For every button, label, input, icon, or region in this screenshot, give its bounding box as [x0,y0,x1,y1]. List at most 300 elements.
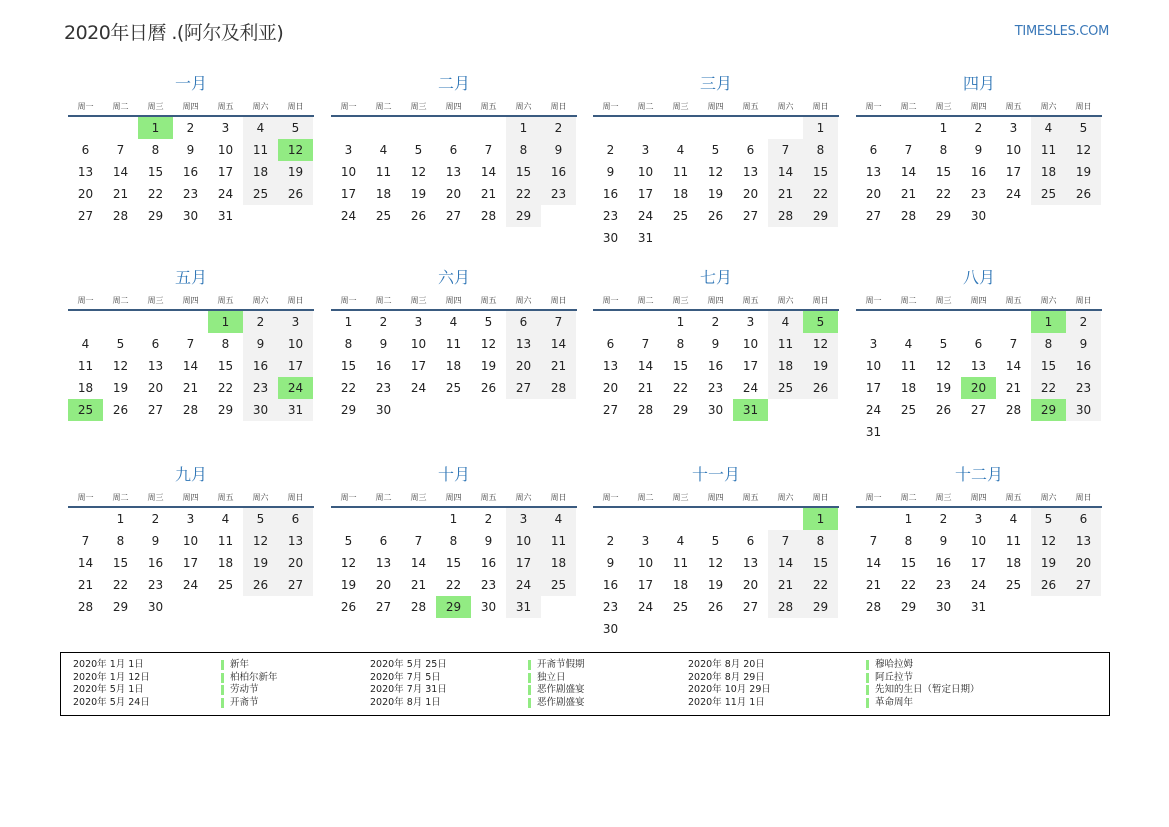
day-cell[interactable]: 24 [637,209,654,223]
day-cell[interactable]: 24 [637,600,654,614]
day-cell[interactable]: 29 [340,403,357,417]
day-cell[interactable]: 30 [707,403,724,417]
day-cell[interactable]: 19 [340,578,357,592]
weekend-day-cell[interactable]: 5 [1031,508,1066,530]
weekend-day-cell[interactable]: 30 [243,399,278,421]
day-cell[interactable]: 5 [939,337,948,351]
weekend-day-cell[interactable]: 6 [1066,508,1101,530]
day-cell[interactable]: 28 [112,209,129,223]
weekend-day-cell[interactable]: 11 [1031,139,1066,161]
day-cell[interactable]: 18 [445,359,462,373]
weekend-day-cell[interactable]: 21 [768,574,803,596]
day-cell[interactable]: 27 [742,209,759,223]
day-cell[interactable]: 29 [935,209,952,223]
day-cell[interactable]: 17 [410,359,427,373]
day-cell[interactable]: 21 [637,381,654,395]
day-cell[interactable]: 13 [865,165,882,179]
weekend-day-cell[interactable]: 28 [768,596,803,618]
weekend-day-cell[interactable]: 11 [541,530,576,552]
day-cell[interactable]: 20 [77,187,94,201]
day-cell[interactable]: 24 [865,403,882,417]
day-cell[interactable]: 3 [746,315,755,329]
day-cell[interactable]: 30 [147,600,164,614]
day-cell[interactable]: 25 [375,209,392,223]
weekend-day-cell[interactable]: 9 [541,139,576,161]
weekend-day-cell[interactable]: 26 [278,183,313,205]
day-cell[interactable]: 6 [869,143,878,157]
day-cell[interactable]: 9 [606,556,615,570]
day-cell[interactable]: 17 [340,187,357,201]
day-cell[interactable]: 16 [707,359,724,373]
weekend-day-cell[interactable]: 20 [278,552,313,574]
weekend-day-cell[interactable]: 28 [768,205,803,227]
weekend-day-cell[interactable]: 23 [541,183,576,205]
day-cell[interactable]: 9 [484,534,493,548]
weekend-day-cell[interactable]: 22 [803,574,838,596]
day-cell[interactable]: 3 [641,143,650,157]
day-cell[interactable]: 27 [375,600,392,614]
weekend-day-cell[interactable]: 22 [1031,377,1066,399]
weekend-day-cell[interactable]: 25 [243,183,278,205]
weekend-day-cell[interactable]: 15 [803,552,838,574]
day-cell[interactable]: 16 [602,578,619,592]
day-cell[interactable]: 9 [974,143,983,157]
day-cell[interactable]: 20 [445,187,462,201]
holiday-day-cell[interactable]: 29 [1031,399,1066,421]
day-cell[interactable]: 11 [900,359,917,373]
day-cell[interactable]: 22 [340,381,357,395]
weekend-day-cell[interactable]: 7 [768,139,803,161]
day-cell[interactable]: 21 [410,578,427,592]
weekend-day-cell[interactable]: 7 [768,530,803,552]
day-cell[interactable]: 5 [711,143,720,157]
day-cell[interactable]: 14 [865,556,882,570]
day-cell[interactable]: 29 [900,600,917,614]
weekend-day-cell[interactable]: 2 [1066,311,1101,333]
weekend-day-cell[interactable]: 11 [243,139,278,161]
day-cell[interactable]: 13 [742,556,759,570]
day-cell[interactable]: 15 [112,556,129,570]
day-cell[interactable]: 10 [865,359,882,373]
day-cell[interactable]: 15 [445,556,462,570]
day-cell[interactable]: 10 [637,165,654,179]
day-cell[interactable]: 2 [974,121,983,135]
day-cell[interactable]: 10 [1005,143,1022,157]
day-cell[interactable]: 6 [449,143,458,157]
weekend-day-cell[interactable]: 19 [1031,552,1066,574]
day-cell[interactable]: 20 [147,381,164,395]
day-cell[interactable]: 28 [900,209,917,223]
day-cell[interactable]: 23 [970,187,987,201]
day-cell[interactable]: 3 [1009,121,1018,135]
holiday-day-cell[interactable]: 1 [1031,311,1066,333]
day-cell[interactable]: 25 [1005,578,1022,592]
day-cell[interactable]: 5 [344,534,353,548]
day-cell[interactable]: 19 [410,187,427,201]
weekend-day-cell[interactable]: 19 [243,552,278,574]
weekend-day-cell[interactable]: 2 [243,311,278,333]
day-cell[interactable]: 8 [116,534,125,548]
day-cell[interactable]: 1 [116,512,125,526]
day-cell[interactable]: 14 [480,165,497,179]
day-cell[interactable]: 31 [217,209,234,223]
weekend-day-cell[interactable]: 16 [541,161,576,183]
day-cell[interactable]: 4 [221,512,230,526]
day-cell[interactable]: 2 [606,534,615,548]
day-cell[interactable]: 9 [711,337,720,351]
day-cell[interactable]: 7 [1009,337,1018,351]
weekend-day-cell[interactable]: 18 [243,161,278,183]
day-cell[interactable]: 19 [112,381,129,395]
day-cell[interactable]: 22 [217,381,234,395]
day-cell[interactable]: 25 [672,209,689,223]
day-cell[interactable]: 27 [147,403,164,417]
day-cell[interactable]: 15 [217,359,234,373]
day-cell[interactable]: 13 [602,359,619,373]
day-cell[interactable]: 11 [1005,534,1022,548]
day-cell[interactable]: 9 [186,143,195,157]
day-cell[interactable]: 30 [182,209,199,223]
weekend-day-cell[interactable]: 25 [541,574,576,596]
day-cell[interactable]: 30 [602,622,619,636]
day-cell[interactable]: 16 [970,165,987,179]
day-cell[interactable]: 29 [217,403,234,417]
day-cell[interactable]: 3 [414,315,423,329]
weekend-day-cell[interactable]: 28 [541,377,576,399]
day-cell[interactable]: 17 [970,556,987,570]
day-cell[interactable]: 7 [414,534,423,548]
day-cell[interactable]: 8 [344,337,353,351]
weekend-day-cell[interactable]: 5 [1066,117,1101,139]
day-cell[interactable]: 10 [182,534,199,548]
day-cell[interactable]: 12 [707,556,724,570]
weekend-day-cell[interactable]: 29 [803,205,838,227]
day-cell[interactable]: 26 [340,600,357,614]
day-cell[interactable]: 22 [147,187,164,201]
weekend-day-cell[interactable]: 14 [768,161,803,183]
weekend-day-cell[interactable]: 24 [506,574,541,596]
holiday-day-cell[interactable]: 29 [436,596,471,618]
day-cell[interactable]: 6 [379,534,388,548]
day-cell[interactable]: 8 [904,534,913,548]
day-cell[interactable]: 1 [344,315,353,329]
day-cell[interactable]: 22 [935,187,952,201]
day-cell[interactable]: 2 [939,512,948,526]
weekend-day-cell[interactable]: 18 [541,552,576,574]
weekend-day-cell[interactable]: 30 [1066,399,1101,421]
day-cell[interactable]: 17 [637,187,654,201]
day-cell[interactable]: 10 [970,534,987,548]
day-cell[interactable]: 16 [602,187,619,201]
day-cell[interactable]: 20 [375,578,392,592]
day-cell[interactable]: 22 [112,578,129,592]
day-cell[interactable]: 15 [340,359,357,373]
day-cell[interactable]: 6 [81,143,90,157]
day-cell[interactable]: 25 [900,403,917,417]
day-cell[interactable]: 13 [970,359,987,373]
day-cell[interactable]: 20 [602,381,619,395]
weekend-day-cell[interactable]: 17 [278,355,313,377]
day-cell[interactable]: 15 [672,359,689,373]
day-cell[interactable]: 4 [81,337,90,351]
day-cell[interactable]: 24 [970,578,987,592]
day-cell[interactable]: 30 [480,600,497,614]
day-cell[interactable]: 24 [410,381,427,395]
day-cell[interactable]: 6 [746,534,755,548]
day-cell[interactable]: 7 [116,143,125,157]
weekend-day-cell[interactable]: 4 [768,311,803,333]
weekend-day-cell[interactable]: 12 [803,333,838,355]
day-cell[interactable]: 18 [900,381,917,395]
day-cell[interactable]: 1 [676,315,685,329]
day-cell[interactable]: 16 [182,165,199,179]
day-cell[interactable]: 11 [672,556,689,570]
weekend-day-cell[interactable]: 4 [243,117,278,139]
day-cell[interactable]: 18 [672,578,689,592]
weekend-day-cell[interactable]: 31 [506,596,541,618]
day-cell[interactable]: 23 [935,578,952,592]
weekend-day-cell[interactable]: 23 [1066,377,1101,399]
weekend-day-cell[interactable]: 21 [541,355,576,377]
weekend-day-cell[interactable]: 15 [506,161,541,183]
day-cell[interactable]: 22 [445,578,462,592]
day-cell[interactable]: 3 [221,121,230,135]
day-cell[interactable]: 14 [1005,359,1022,373]
day-cell[interactable]: 19 [480,359,497,373]
weekend-day-cell[interactable]: 5 [243,508,278,530]
day-cell[interactable]: 1 [449,512,458,526]
weekend-day-cell[interactable]: 1 [506,117,541,139]
day-cell[interactable]: 21 [480,187,497,201]
weekend-day-cell[interactable]: 29 [506,205,541,227]
day-cell[interactable]: 9 [379,337,388,351]
weekend-day-cell[interactable]: 25 [768,377,803,399]
day-cell[interactable]: 26 [112,403,129,417]
day-cell[interactable]: 20 [742,187,759,201]
day-cell[interactable]: 5 [414,143,423,157]
weekend-day-cell[interactable]: 10 [278,333,313,355]
weekend-day-cell[interactable]: 26 [803,377,838,399]
day-cell[interactable]: 2 [711,315,720,329]
day-cell[interactable]: 19 [935,381,952,395]
day-cell[interactable]: 26 [935,403,952,417]
weekend-day-cell[interactable]: 12 [1031,530,1066,552]
day-cell[interactable]: 12 [410,165,427,179]
holiday-day-cell[interactable]: 1 [803,508,838,530]
holiday-day-cell[interactable]: 1 [138,117,173,139]
day-cell[interactable]: 8 [676,337,685,351]
weekend-day-cell[interactable]: 2 [541,117,576,139]
weekend-day-cell[interactable]: 16 [243,355,278,377]
weekend-day-cell[interactable]: 9 [1066,333,1101,355]
day-cell[interactable]: 8 [449,534,458,548]
weekend-day-cell[interactable]: 1 [803,117,838,139]
day-cell[interactable]: 2 [606,143,615,157]
weekend-day-cell[interactable]: 31 [278,399,313,421]
weekend-day-cell[interactable]: 3 [506,508,541,530]
weekend-day-cell[interactable]: 8 [803,530,838,552]
day-cell[interactable]: 27 [865,209,882,223]
day-cell[interactable]: 16 [375,359,392,373]
weekend-day-cell[interactable]: 26 [1031,574,1066,596]
day-cell[interactable]: 14 [900,165,917,179]
weekend-day-cell[interactable]: 13 [278,530,313,552]
day-cell[interactable]: 25 [217,578,234,592]
day-cell[interactable]: 11 [445,337,462,351]
day-cell[interactable]: 15 [935,165,952,179]
day-cell[interactable]: 8 [939,143,948,157]
weekend-day-cell[interactable]: 27 [506,377,541,399]
day-cell[interactable]: 16 [935,556,952,570]
day-cell[interactable]: 24 [217,187,234,201]
weekend-day-cell[interactable]: 15 [1031,355,1066,377]
weekend-day-cell[interactable]: 17 [506,552,541,574]
day-cell[interactable]: 23 [375,381,392,395]
day-cell[interactable]: 2 [379,315,388,329]
holiday-day-cell[interactable]: 12 [278,139,313,161]
day-cell[interactable]: 24 [340,209,357,223]
day-cell[interactable]: 9 [151,534,160,548]
holiday-day-cell[interactable]: 25 [68,399,103,421]
day-cell[interactable]: 29 [112,600,129,614]
day-cell[interactable]: 7 [641,337,650,351]
day-cell[interactable]: 18 [672,187,689,201]
day-cell[interactable]: 29 [147,209,164,223]
day-cell[interactable]: 13 [742,165,759,179]
day-cell[interactable]: 4 [676,143,685,157]
day-cell[interactable]: 27 [742,600,759,614]
day-cell[interactable]: 7 [869,534,878,548]
day-cell[interactable]: 5 [484,315,493,329]
weekend-day-cell[interactable]: 26 [243,574,278,596]
day-cell[interactable]: 6 [974,337,983,351]
weekend-day-cell[interactable]: 18 [1031,161,1066,183]
day-cell[interactable]: 27 [970,403,987,417]
day-cell[interactable]: 29 [672,403,689,417]
day-cell[interactable]: 10 [340,165,357,179]
day-cell[interactable]: 17 [637,578,654,592]
day-cell[interactable]: 12 [340,556,357,570]
day-cell[interactable]: 27 [77,209,94,223]
day-cell[interactable]: 11 [77,359,94,373]
day-cell[interactable]: 4 [904,337,913,351]
day-cell[interactable]: 23 [602,600,619,614]
day-cell[interactable]: 6 [746,143,755,157]
day-cell[interactable]: 15 [900,556,917,570]
day-cell[interactable]: 26 [707,209,724,223]
weekend-day-cell[interactable]: 18 [768,355,803,377]
day-cell[interactable]: 21 [865,578,882,592]
weekend-day-cell[interactable]: 8 [803,139,838,161]
weekend-day-cell[interactable]: 6 [506,311,541,333]
day-cell[interactable]: 17 [742,359,759,373]
day-cell[interactable]: 5 [116,337,125,351]
weekend-day-cell[interactable]: 20 [506,355,541,377]
day-cell[interactable]: 21 [77,578,94,592]
weekend-day-cell[interactable]: 14 [768,552,803,574]
day-cell[interactable]: 20 [865,187,882,201]
day-cell[interactable]: 7 [186,337,195,351]
day-cell[interactable]: 11 [217,534,234,548]
day-cell[interactable]: 23 [480,578,497,592]
weekend-day-cell[interactable]: 20 [1066,552,1101,574]
day-cell[interactable]: 26 [410,209,427,223]
day-cell[interactable]: 13 [375,556,392,570]
weekend-day-cell[interactable]: 25 [1031,183,1066,205]
weekend-day-cell[interactable]: 3 [278,311,313,333]
day-cell[interactable]: 23 [147,578,164,592]
day-cell[interactable]: 4 [449,315,458,329]
day-cell[interactable]: 27 [445,209,462,223]
weekend-day-cell[interactable]: 14 [541,333,576,355]
day-cell[interactable]: 9 [939,534,948,548]
day-cell[interactable]: 4 [379,143,388,157]
weekend-day-cell[interactable]: 12 [243,530,278,552]
day-cell[interactable]: 28 [865,600,882,614]
day-cell[interactable]: 13 [77,165,94,179]
day-cell[interactable]: 3 [641,534,650,548]
day-cell[interactable]: 28 [480,209,497,223]
day-cell[interactable]: 18 [1005,556,1022,570]
day-cell[interactable]: 24 [182,578,199,592]
day-cell[interactable]: 4 [676,534,685,548]
weekend-day-cell[interactable]: 11 [768,333,803,355]
weekend-day-cell[interactable]: 9 [243,333,278,355]
day-cell[interactable]: 24 [742,381,759,395]
weekend-day-cell[interactable]: 8 [1031,333,1066,355]
day-cell[interactable]: 28 [77,600,94,614]
day-cell[interactable]: 2 [484,512,493,526]
weekend-day-cell[interactable]: 19 [278,161,313,183]
day-cell[interactable]: 18 [375,187,392,201]
weekend-day-cell[interactable]: 22 [506,183,541,205]
day-cell[interactable]: 28 [637,403,654,417]
day-cell[interactable]: 6 [606,337,615,351]
day-cell[interactable]: 15 [147,165,164,179]
day-cell[interactable]: 14 [637,359,654,373]
day-cell[interactable]: 14 [77,556,94,570]
day-cell[interactable]: 17 [1005,165,1022,179]
day-cell[interactable]: 17 [865,381,882,395]
weekend-day-cell[interactable]: 15 [803,161,838,183]
day-cell[interactable]: 23 [707,381,724,395]
holiday-day-cell[interactable]: 5 [803,311,838,333]
day-cell[interactable]: 10 [410,337,427,351]
day-cell[interactable]: 31 [637,231,654,245]
day-cell[interactable]: 31 [865,425,882,439]
day-cell[interactable]: 3 [344,143,353,157]
day-cell[interactable]: 30 [602,231,619,245]
day-cell[interactable]: 23 [182,187,199,201]
weekend-day-cell[interactable]: 10 [506,530,541,552]
day-cell[interactable]: 12 [935,359,952,373]
holiday-day-cell[interactable]: 1 [208,311,243,333]
day-cell[interactable]: 5 [711,534,720,548]
weekend-day-cell[interactable]: 29 [803,596,838,618]
day-cell[interactable]: 3 [869,337,878,351]
day-cell[interactable]: 26 [707,600,724,614]
day-cell[interactable]: 9 [606,165,615,179]
day-cell[interactable]: 28 [1005,403,1022,417]
day-cell[interactable]: 3 [974,512,983,526]
day-cell[interactable]: 12 [112,359,129,373]
weekend-day-cell[interactable]: 27 [278,574,313,596]
day-cell[interactable]: 12 [707,165,724,179]
day-cell[interactable]: 10 [217,143,234,157]
day-cell[interactable]: 26 [480,381,497,395]
day-cell[interactable]: 3 [186,512,195,526]
day-cell[interactable]: 14 [410,556,427,570]
